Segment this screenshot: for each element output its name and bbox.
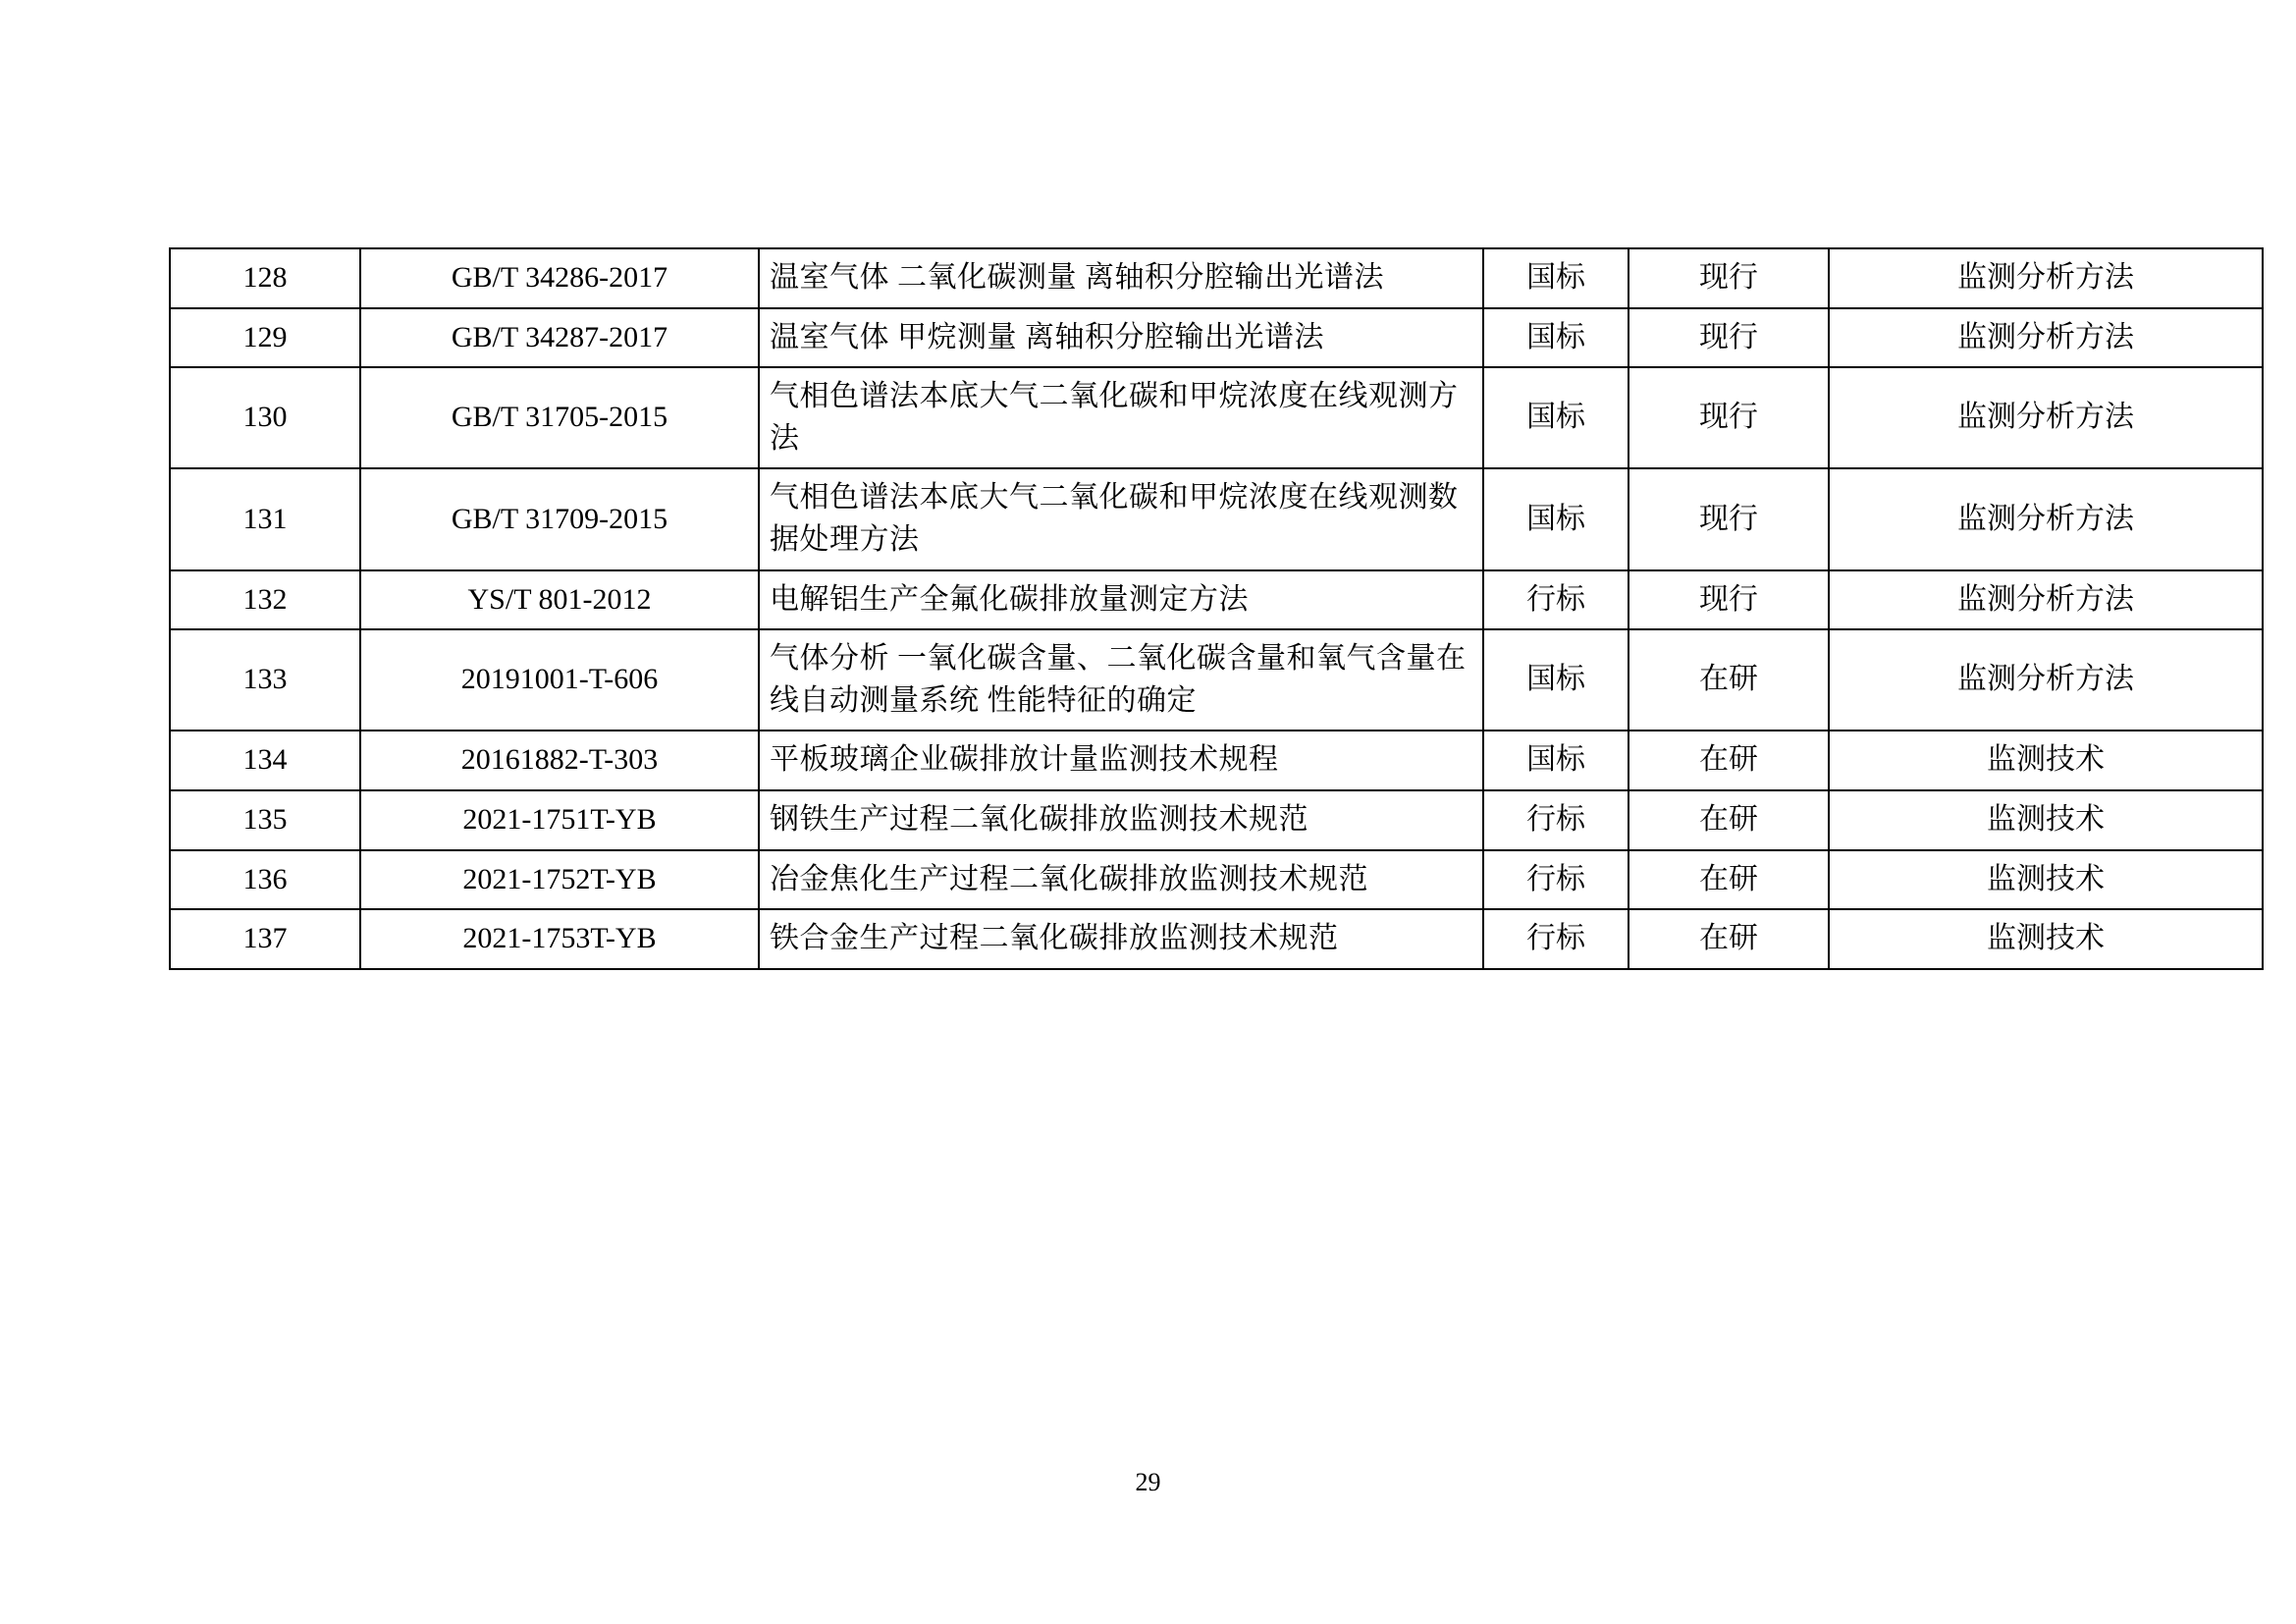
row-number: 133: [170, 629, 360, 731]
table-row: [170, 468, 2263, 569]
standard-level: 国标: [1483, 731, 1629, 790]
standard-code: 20191001-T-606: [360, 629, 759, 731]
standard-category: 监测分析方法: [1829, 468, 2263, 569]
standard-title: 温室气体 二氧化碳测量 离轴积分腔输出光谱法: [759, 248, 1483, 308]
standard-code: 2021-1751T-YB: [360, 790, 759, 850]
standard-level: 国标: [1483, 468, 1629, 569]
standard-code: GB/T 31705-2015: [360, 367, 759, 468]
table-row: [170, 570, 2263, 630]
table-row: [170, 790, 2263, 850]
standard-level: 行标: [1483, 909, 1629, 969]
standard-code: 2021-1752T-YB: [360, 850, 759, 910]
standard-category: 监测技术: [1829, 790, 2263, 850]
table-row: [170, 308, 2263, 368]
standard-status: 在研: [1629, 731, 1829, 790]
standard-title: 气相色谱法本底大气二氧化碳和甲烷浓度在线观测方法: [759, 367, 1483, 468]
table-body: [170, 248, 2263, 969]
standard-category: 监测分析方法: [1829, 629, 2263, 731]
standard-category: 监测技术: [1829, 909, 2263, 969]
row-number: 128: [170, 248, 360, 308]
standard-status: 在研: [1629, 629, 1829, 731]
standard-level: 行标: [1483, 850, 1629, 910]
standard-title: 钢铁生产过程二氧化碳排放监测技术规范: [759, 790, 1483, 850]
standard-code: YS/T 801-2012: [360, 570, 759, 630]
standard-title: 气体分析 一氧化碳含量、二氧化碳含量和氧气含量在线自动测量系统 性能特征的确定: [759, 629, 1483, 731]
row-number: 132: [170, 570, 360, 630]
standard-level: 国标: [1483, 367, 1629, 468]
table-row: [170, 248, 2263, 308]
standard-code: GB/T 34286-2017: [360, 248, 759, 308]
standard-level: 行标: [1483, 790, 1629, 850]
standard-code: GB/T 31709-2015: [360, 468, 759, 569]
standard-level: 国标: [1483, 629, 1629, 731]
table-row: [170, 909, 2263, 969]
standard-title: 温室气体 甲烷测量 离轴积分腔输出光谱法: [759, 308, 1483, 368]
row-number: 131: [170, 468, 360, 569]
standard-title: 铁合金生产过程二氧化碳排放监测技术规范: [759, 909, 1483, 969]
standard-category: 监测分析方法: [1829, 367, 2263, 468]
table-row: [170, 731, 2263, 790]
standards-table-container: [169, 247, 2132, 970]
standard-level: 国标: [1483, 308, 1629, 368]
standard-title: 气相色谱法本底大气二氧化碳和甲烷浓度在线观测数据处理方法: [759, 468, 1483, 569]
standard-category: 监测技术: [1829, 731, 2263, 790]
standard-level: 国标: [1483, 248, 1629, 308]
standard-status: 现行: [1629, 308, 1829, 368]
table-row: [170, 850, 2263, 910]
row-number: 130: [170, 367, 360, 468]
standard-status: 现行: [1629, 367, 1829, 468]
standard-category: 监测分析方法: [1829, 570, 2263, 630]
standard-code: 2021-1753T-YB: [360, 909, 759, 969]
row-number: 135: [170, 790, 360, 850]
row-number: 134: [170, 731, 360, 790]
standards-table: [169, 247, 2264, 970]
standard-status: 现行: [1629, 248, 1829, 308]
row-number: 129: [170, 308, 360, 368]
standard-status: 在研: [1629, 850, 1829, 910]
standard-title: 平板玻璃企业碳排放计量监测技术规程: [759, 731, 1483, 790]
standard-code: GB/T 34287-2017: [360, 308, 759, 368]
page-number: 29: [1135, 1468, 1161, 1496]
standard-title: 电解铝生产全氟化碳排放量测定方法: [759, 570, 1483, 630]
standard-status: 在研: [1629, 909, 1829, 969]
standard-status: 现行: [1629, 468, 1829, 569]
standard-category: 监测分析方法: [1829, 248, 2263, 308]
standard-status: 现行: [1629, 570, 1829, 630]
standard-level: 行标: [1483, 570, 1629, 630]
standard-title: 冶金焦化生产过程二氧化碳排放监测技术规范: [759, 850, 1483, 910]
standard-status: 在研: [1629, 790, 1829, 850]
table-row: [170, 367, 2263, 468]
standard-category: 监测分析方法: [1829, 308, 2263, 368]
table-row: [170, 629, 2263, 731]
standard-code: 20161882-T-303: [360, 731, 759, 790]
standard-category: 监测技术: [1829, 850, 2263, 910]
row-number: 137: [170, 909, 360, 969]
row-number: 136: [170, 850, 360, 910]
